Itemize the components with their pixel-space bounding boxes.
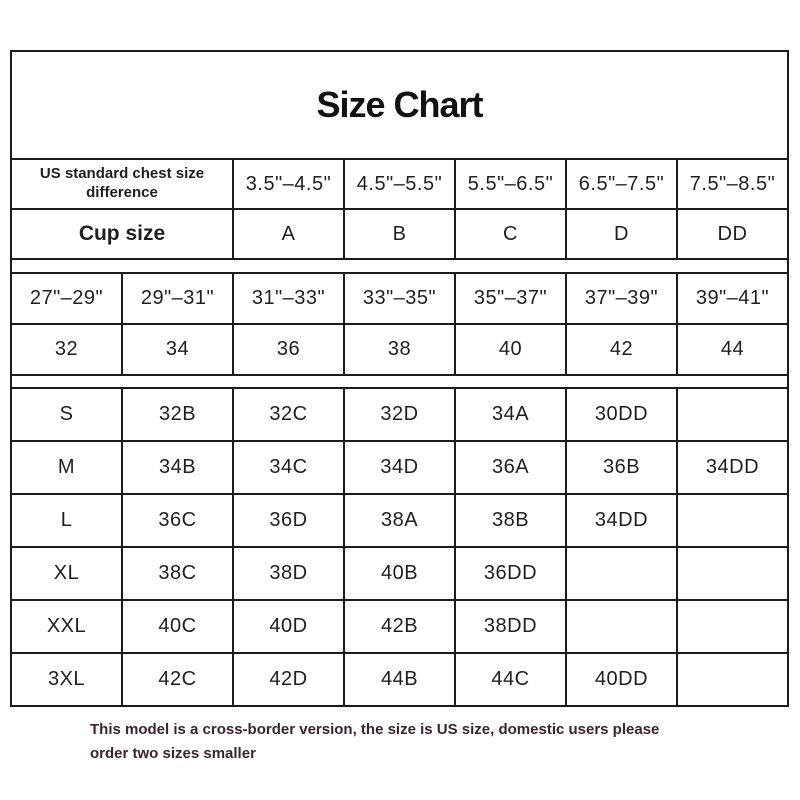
footer-note-line: order two sizes smaller xyxy=(90,745,256,762)
cup-cell: B xyxy=(345,210,454,258)
bra-size-cell: 38B xyxy=(456,495,565,546)
cup-cell: C xyxy=(456,210,565,258)
chest-range-cell: 27"–29" xyxy=(12,274,121,323)
band-size-cell: 36 xyxy=(234,325,343,374)
size-row-label: L xyxy=(12,495,121,546)
separator-row xyxy=(12,260,787,272)
band-size-cell: 32 xyxy=(12,325,121,374)
size-row-label: M xyxy=(12,442,121,493)
bra-size-cell: 34A xyxy=(456,389,565,440)
band-size-cell: 44 xyxy=(678,325,787,374)
bra-size-cell xyxy=(567,601,676,652)
chest-range-cell: 29"–31" xyxy=(123,274,232,323)
chest-range-cell: 35"–37" xyxy=(456,274,565,323)
table-title: Size Chart xyxy=(12,52,787,158)
bra-size-cell: 32D xyxy=(345,389,454,440)
bra-size-cell: 42C xyxy=(123,654,232,705)
size-chart-table xyxy=(10,50,789,707)
chest-diff-range-cell: 5.5"–6.5" xyxy=(456,160,565,208)
bra-size-cell: 38A xyxy=(345,495,454,546)
size-row-label: 3XL xyxy=(12,654,121,705)
band-size-cell: 34 xyxy=(123,325,232,374)
chest-range-cell: 33"–35" xyxy=(345,274,454,323)
bra-size-cell xyxy=(678,389,787,440)
bra-size-cell: 40D xyxy=(234,601,343,652)
size-row-label: XXL xyxy=(12,601,121,652)
band-size-cell: 38 xyxy=(345,325,454,374)
bra-size-cell: 40B xyxy=(345,548,454,599)
chest-diff-header-label: US standard chest size difference xyxy=(12,160,232,208)
bra-size-cell xyxy=(678,601,787,652)
bra-size-cell: 44C xyxy=(456,654,565,705)
bra-size-cell: 36D xyxy=(234,495,343,546)
band-size-cell: 42 xyxy=(567,325,676,374)
bra-size-cell: 38C xyxy=(123,548,232,599)
bra-size-cell xyxy=(678,654,787,705)
chest-range-cell: 31"–33" xyxy=(234,274,343,323)
bra-size-cell: 42D xyxy=(234,654,343,705)
bra-size-cell: 34DD xyxy=(678,442,787,493)
bra-size-cell: 32C xyxy=(234,389,343,440)
size-row-label: XL xyxy=(12,548,121,599)
chest-range-cell: 37"–39" xyxy=(567,274,676,323)
bra-size-cell: 40DD xyxy=(567,654,676,705)
bra-size-cell: 32B xyxy=(123,389,232,440)
bra-size-cell: 34C xyxy=(234,442,343,493)
bra-size-cell: 34B xyxy=(123,442,232,493)
bra-size-cell: 36A xyxy=(456,442,565,493)
bra-size-cell: 42B xyxy=(345,601,454,652)
size-row-label: S xyxy=(12,389,121,440)
chest-diff-range-cell: 4.5"–5.5" xyxy=(345,160,454,208)
bra-size-cell: 38D xyxy=(234,548,343,599)
chest-diff-range-cell: 6.5"–7.5" xyxy=(567,160,676,208)
chest-diff-range-cell: 3.5"–4.5" xyxy=(234,160,343,208)
bra-size-cell: 36B xyxy=(567,442,676,493)
bra-size-cell: 40C xyxy=(123,601,232,652)
cup-cell: DD xyxy=(678,210,787,258)
bra-size-cell: 34DD xyxy=(567,495,676,546)
band-size-cell: 40 xyxy=(456,325,565,374)
bra-size-cell: 38DD xyxy=(456,601,565,652)
cup-cell: A xyxy=(234,210,343,258)
bra-size-cell: 34D xyxy=(345,442,454,493)
chest-range-cell: 39"–41" xyxy=(678,274,787,323)
footer-note xyxy=(90,718,710,766)
bra-size-cell xyxy=(678,495,787,546)
bra-size-cell: 44B xyxy=(345,654,454,705)
cup-cell: D xyxy=(567,210,676,258)
bra-size-cell: 30DD xyxy=(567,389,676,440)
bra-size-cell xyxy=(567,548,676,599)
footer-note-line: This model is a cross-border version, the size is US size, domestic users please xyxy=(90,721,660,738)
chest-diff-range-cell: 7.5"–8.5" xyxy=(678,160,787,208)
bra-size-cell xyxy=(678,548,787,599)
bra-size-cell: 36DD xyxy=(456,548,565,599)
separator-row xyxy=(12,376,787,387)
bra-size-cell: 36C xyxy=(123,495,232,546)
cup-size-label: Cup size xyxy=(12,210,232,258)
